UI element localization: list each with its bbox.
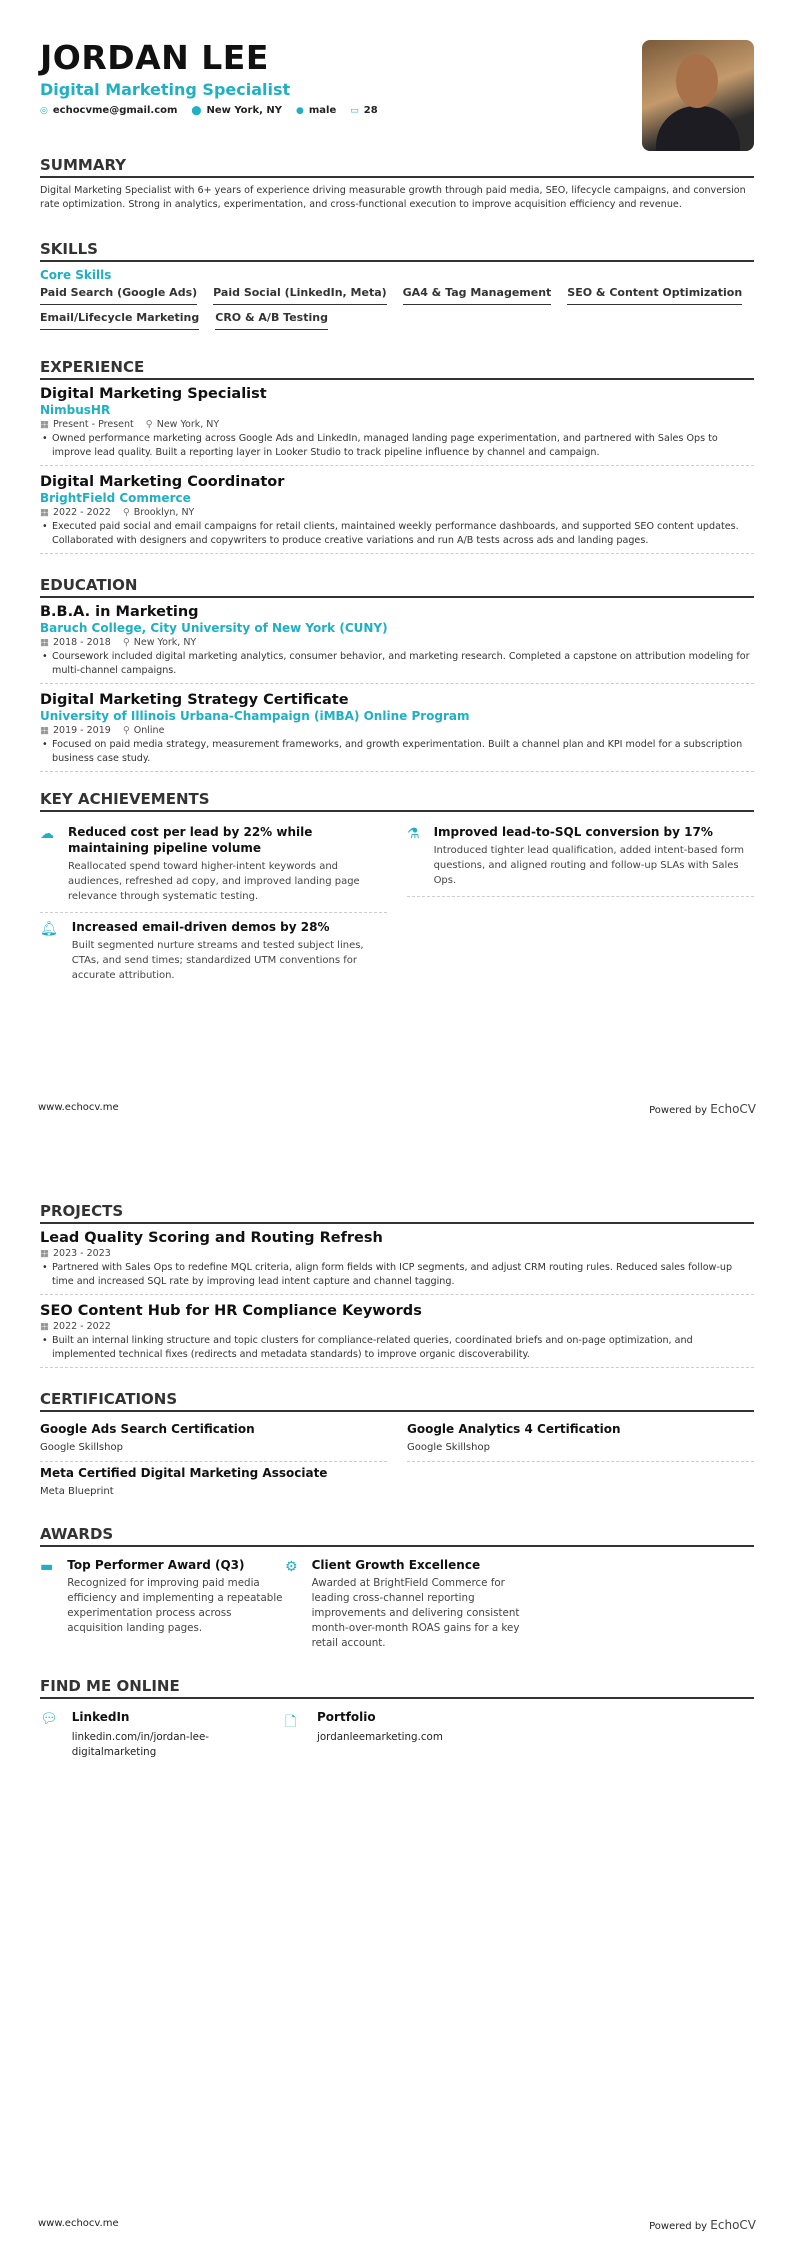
- resume-page-2: [0, 1130, 794, 2246]
- achievement-title: Reduced cost per lead by 22% while maintaining pipeline volume: [68, 825, 313, 855]
- project-item: [40, 1303, 754, 1368]
- certification-item: [407, 1418, 754, 1462]
- online-title: LinkedIn: [71, 1710, 130, 1724]
- awards-grid: [40, 1553, 754, 1651]
- calendar-icon: ▦: [40, 1321, 49, 1332]
- education-item: [40, 692, 754, 772]
- project-dates: 2023 - 2023: [52, 1248, 111, 1259]
- linkedin-link[interactable]: linkedin.com/in/jordan-lee-digitalmarketing: [71, 1731, 210, 1758]
- project-title: Lead Quality Scoring and Routing Refresh: [40, 1230, 383, 1246]
- powered-by-label: Powered by: [649, 1105, 708, 1116]
- experience-title: Digital Marketing Coordinator: [40, 474, 285, 490]
- page-footer: [38, 1102, 756, 1116]
- experience-item: [40, 474, 754, 554]
- powered-by-label: Powered by: [649, 2221, 708, 2232]
- calendar-icon: ▦: [40, 1248, 49, 1259]
- summary-text: Digital Marketing Specialist with 6+ years of experience driving measurable growth through paid media, SEO, lifecycle campaigns, and conversion rate optimization. Strong in analytics, experimentation, and cross-functional execution to improve acquisition efficiency and revenue.: [40, 185, 746, 210]
- experience-dates: 2022 - 2022: [52, 507, 111, 518]
- experience-dates: Present - Present: [52, 419, 134, 430]
- skill-tag: CRO & A/B Testing: [215, 311, 328, 330]
- achievements-heading: KEY ACHIEVEMENTS: [40, 790, 754, 812]
- school: University of Illinois Urbana-Champaign (iMBA) Online Program: [40, 709, 470, 723]
- gender: male: [308, 105, 337, 116]
- bell-icon: 🔔︎: [40, 921, 58, 937]
- calendar-icon: ▦: [40, 637, 49, 648]
- skill-tag: SEO & Content Optimization: [567, 286, 742, 305]
- degree: B.B.A. in Marketing: [40, 604, 199, 620]
- certifications-grid: [40, 1418, 754, 1505]
- experience-description: • Executed paid social and email campaigns for retail clients, maintained weekly performance dashboards, and supported SEO content updates. Collaborated with designers and copywriters to produce creative variations and run A/B tests across ads and landing pages.: [40, 520, 754, 547]
- award-text: Awarded at BrightField Commerce for leading cross-channel reporting improvements and delivering consistent month-over-month ROAS gains for a key retail account.: [311, 1577, 520, 1649]
- online-grid: [40, 1705, 754, 1760]
- award-title: Client Growth Excellence: [311, 1558, 481, 1572]
- experience-heading: EXPERIENCE: [40, 358, 754, 380]
- education-item: [40, 604, 754, 684]
- education-description: • Coursework included digital marketing analytics, consumer behavior, and marketing research. Completed a capstone on attribution modeling for multi-channel campaigns.: [40, 650, 754, 677]
- battery-icon: ▬: [40, 1559, 54, 1575]
- online-title: Portfolio: [317, 1710, 376, 1724]
- project-title: SEO Content Hub for HR Compliance Keywords: [40, 1303, 422, 1319]
- education-heading: EDUCATION: [40, 576, 754, 598]
- skills-list: [40, 286, 754, 330]
- school: Baruch College, City University of New York (CUNY): [40, 621, 388, 635]
- skills-heading: SKILLS: [40, 240, 754, 262]
- page-footer: [38, 2218, 756, 2232]
- footer-site-link[interactable]: www.echocv.me: [38, 2218, 119, 2229]
- file-plus-icon: 🗋: [285, 1714, 297, 1730]
- age: 28: [363, 105, 378, 116]
- achievements-grid: [40, 818, 754, 991]
- experience-description: • Owned performance marketing across Google Ads and LinkedIn, managed landing page experimentation, and partnered with Sales Ops to improve lead quality. Built a reporting layer in Looker Studio to track pipeline influence by channel and campaign.: [40, 432, 754, 459]
- gear-icon: ⚙: [285, 1559, 298, 1575]
- calendar-icon: ▦: [40, 419, 49, 430]
- award-text: Recognized for improving paid media efficiency and implementing a repeatable experimentation process across acquisition landing pages.: [67, 1577, 283, 1634]
- calendar-icon: ▭: [350, 106, 359, 116]
- achievement-title: Increased email-driven demos by 28%: [71, 920, 330, 934]
- location-pin-icon: ⚲: [122, 507, 130, 518]
- cloud-icon: ☁: [40, 826, 54, 842]
- experience-item: [40, 386, 754, 466]
- experience-company: NimbusHR: [40, 403, 111, 417]
- location: New York, NY: [206, 105, 283, 116]
- certification-item: [40, 1462, 387, 1505]
- brand-logo[interactable]: EchoCV: [710, 2218, 756, 2232]
- education-location: Online: [133, 725, 165, 736]
- project-description: • Built an internal linking structure and topic clusters for compliance-related queries, coordinated briefs and on-page optimization, and implemented technical fixes (redirects and metadata standards) to improve organic discoverability.: [40, 1334, 754, 1361]
- flask-icon: ⚗: [407, 826, 420, 842]
- skills-group: Core Skills: [40, 268, 112, 282]
- award-item: [285, 1553, 530, 1651]
- online-item: [285, 1705, 530, 1760]
- location-pin-icon: ⚲: [122, 725, 130, 736]
- certification-title: Google Analytics 4 Certification: [407, 1422, 621, 1436]
- calendar-icon: ▦: [40, 507, 49, 518]
- achievement-title: Improved lead-to-SQL conversion by 17%: [433, 825, 713, 839]
- achievement-item: [40, 818, 387, 913]
- chat-bubble-icon: 💬︎: [40, 1711, 58, 1727]
- online-heading: FIND ME ONLINE: [40, 1677, 754, 1699]
- experience-title: Digital Marketing Specialist: [40, 386, 267, 402]
- experience-location: New York, NY: [156, 419, 220, 430]
- skill-tag: Email/Lifecycle Marketing: [40, 311, 199, 330]
- certification-issuer: Google Skillshop: [40, 1442, 123, 1453]
- certification-issuer: Meta Blueprint: [40, 1486, 114, 1497]
- education-dates: 2018 - 2018: [52, 637, 111, 648]
- achievement-item: [407, 818, 754, 897]
- project-description: • Partnered with Sales Ops to redefine MQL criteria, align form fields with ICP segments, and adjust CRM routing rules. Reduced sales follow-up time and increased SQL rate by improving lead intent capture and channel tagging.: [40, 1261, 754, 1288]
- footer-site-link[interactable]: www.echocv.me: [38, 1102, 119, 1113]
- person-icon: ●: [296, 106, 304, 116]
- achievement-text: Built segmented nurture streams and tested subject lines, CTAs, and send times; standardized UTM conventions for accurate attribution.: [71, 940, 364, 981]
- certification-item: [40, 1418, 387, 1462]
- project-dates: 2022 - 2022: [52, 1321, 111, 1332]
- projects-heading: PROJECTS: [40, 1202, 754, 1224]
- calendar-icon: ▦: [40, 725, 49, 736]
- candidate-name: JORDAN LEE: [40, 38, 269, 77]
- certification-title: Meta Certified Digital Marketing Associate: [40, 1466, 328, 1480]
- degree: Digital Marketing Strategy Certificate: [40, 692, 349, 708]
- email[interactable]: echocvme@gmail.com: [52, 105, 178, 116]
- skill-tag: Paid Social (LinkedIn, Meta): [213, 286, 387, 305]
- award-item: [40, 1553, 285, 1651]
- location-pin-icon: ⬤: [191, 106, 202, 116]
- certifications-heading: CERTIFICATIONS: [40, 1390, 754, 1412]
- project-item: [40, 1230, 754, 1295]
- job-title: Digital Marketing Specialist: [40, 80, 291, 99]
- summary-heading: SUMMARY: [40, 156, 754, 178]
- location-pin-icon: ⚲: [145, 419, 153, 430]
- education-dates: 2019 - 2019: [52, 725, 111, 736]
- awards-heading: AWARDS: [40, 1525, 754, 1547]
- profile-photo: [642, 40, 754, 151]
- skill-tag: Paid Search (Google Ads): [40, 286, 197, 305]
- education-description: • Focused on paid media strategy, measurement frameworks, and growth experimentation. Built a channel plan and KPI model for a subscription business case study.: [40, 738, 754, 765]
- location-pin-icon: ⚲: [122, 637, 130, 648]
- online-item: [40, 1705, 285, 1760]
- skill-tag: GA4 & Tag Management: [403, 286, 552, 305]
- education-location: New York, NY: [133, 637, 197, 648]
- achievement-text: Introduced tighter lead qualification, added intent-based form questions, and aligned routing and follow-up SLAs with Sales Ops.: [433, 845, 745, 886]
- at-icon: ◎: [40, 106, 48, 116]
- achievement-text: Reallocated spend toward higher-intent keywords and audiences, refreshed ad copy, and improved landing page relevance through systematic testing.: [68, 861, 360, 902]
- brand-logo[interactable]: EchoCV: [710, 1102, 756, 1116]
- experience-location: Brooklyn, NY: [133, 507, 195, 518]
- achievement-item: [40, 913, 387, 991]
- certification-issuer: Google Skillshop: [407, 1442, 490, 1453]
- award-title: Top Performer Award (Q3): [67, 1558, 245, 1572]
- experience-company: BrightField Commerce: [40, 491, 191, 505]
- certification-title: Google Ads Search Certification: [40, 1422, 255, 1436]
- portfolio-link[interactable]: jordanleemarketing.com: [317, 1731, 443, 1743]
